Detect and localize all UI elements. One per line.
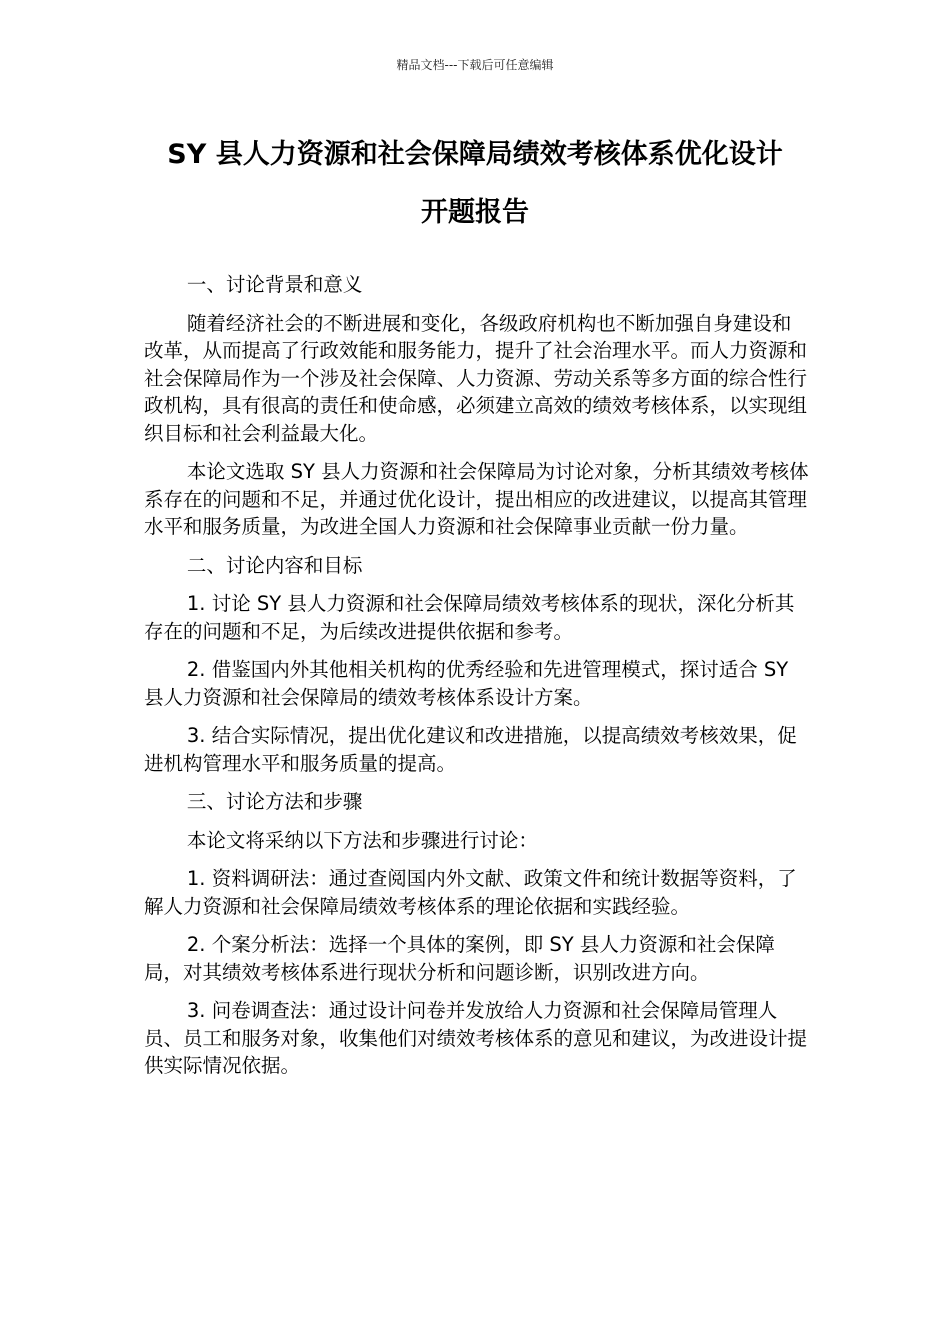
list-item: 1. 讨论 SY 县人力资源和社会保障局绩效考核体系的现状，深化分析其存在的问题和不足，为后续改进提供依据和参考。 bbox=[144, 592, 795, 643]
section-heading-content: 二、讨论内容和目标 bbox=[186, 553, 363, 577]
body-paragraph: 随着经济社会的不断进展和变化，各级政府机构也不断加强自身建设和改革，从而提高了行政效能和服务能力，提升了社会治理水平。而人力资源和社会保障局作为一个涉及社会保障、人力资源、劳动关系等多方面的综合性行政机构，具有很高的责任和使命感，必须建立高效的绩效考核体系，以实现组织目标和社会利益最大化。 bbox=[144, 311, 808, 445]
list-item: 1. 资料调研法：通过查阅国内外文献、政策文件和统计数据等资料，了解人力资源和社会保障局绩效考核体系的理论依据和实践经验。 bbox=[144, 867, 797, 918]
section-heading-methods: 三、讨论方法和步骤 bbox=[186, 790, 363, 813]
list-item: 3. 问卷调查法：通过设计问卷并发放给人力资源和社会保障局管理人员、员工和服务对象，收集他们对绩效考核体系的意见和建议，为改进设计提供实际情况依据。 bbox=[144, 999, 808, 1077]
body-paragraph: 本论文选取 SY 县人力资源和社会保障局为讨论对象，分析其绩效考核体系存在的问题和不足，并通过优化设计，提出相应的改进建议，以提高其管理水平和服务质量，为改进全国人力资源和社会保障事业贡献一份力量。 bbox=[144, 460, 809, 538]
list-item: 3. 结合实际情况，提出优化建议和改进措施，以提高绩效考核效果，促进机构管理水平和服务质量的提高。 bbox=[144, 724, 797, 775]
list-item: 2. 借鉴国内外其他相关机构的优秀经验和先进管理模式，探讨适合 SY 县人力资源和社会保障局的绩效考核体系设计方案。 bbox=[144, 658, 789, 709]
document-title: SY 县人力资源和社会保障局绩效考核体系优化设计 bbox=[167, 139, 783, 170]
section-heading-background: 一、讨论背景和意义 bbox=[186, 273, 363, 296]
header-note: 精品文档---下载后可任意编辑 bbox=[396, 58, 554, 72]
document-body bbox=[144, 271, 809, 1091]
document-subtitle: 开题报告 bbox=[421, 197, 529, 228]
list-item: 2. 个案分析法：选择一个具体的案例，即 SY 县人力资源和社会保障局，对其绩效考核体系进行现状分析和问题诊断，识别改进方向。 bbox=[144, 933, 775, 984]
body-paragraph: 本论文将采纳以下方法和步骤进行讨论： bbox=[186, 828, 538, 852]
